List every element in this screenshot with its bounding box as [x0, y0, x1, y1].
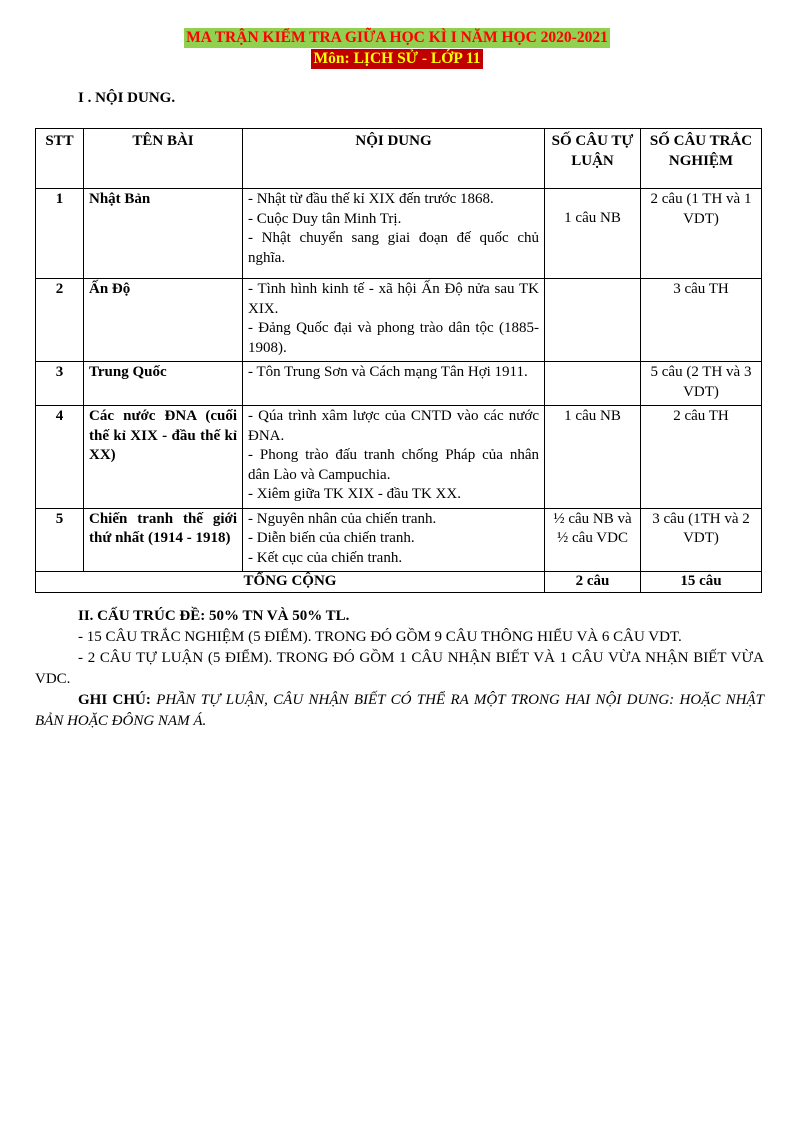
row-stt: 5	[36, 508, 84, 572]
row-mcq: 5 câu (2 TH và 3 VDT)	[641, 362, 762, 406]
structure-line-essay: - 2 CÂU TỰ LUẬN (5 ĐIỂM). TRONG ĐÓ GỒM 1 CÂU NHẬN BIẾT VÀ 1 CÂU VỪA NHẬN BIẾT VỪA VDC.	[35, 650, 764, 687]
row-mcq: 3 câu (1TH và 2 VDT)	[641, 508, 762, 572]
row-essay	[545, 362, 641, 406]
content-line: - Xiêm giữa TK XIX - đầu TK XX.	[248, 486, 461, 502]
row-mcq: 3 câu TH	[641, 279, 762, 362]
table-row	[36, 362, 762, 406]
row-content	[243, 362, 545, 406]
header-content: NỘI DUNG	[243, 129, 545, 189]
total-label: TỔNG CỘNG	[36, 572, 545, 593]
content-line: - Phong trào đấu tranh chống Pháp của nhân dân Lào và Campuchia.	[248, 447, 539, 483]
total-essay: 2 câu	[545, 572, 641, 593]
content-line: - Đảng Quốc đại và phong trào dân tộc (1885- 1908).	[248, 320, 539, 356]
table-total-row	[36, 572, 762, 593]
row-mcq: 2 câu TH	[641, 406, 762, 509]
section-1-heading: I . NỘI DUNG.	[78, 90, 176, 106]
row-content	[243, 189, 545, 279]
row-stt: 1	[36, 189, 84, 279]
row-content	[243, 279, 545, 362]
content-line: - Cuộc Duy tân Minh Trị.	[248, 210, 402, 227]
row-essay: 1 câu NB	[545, 406, 641, 509]
content-line: - Tôn Trung Sơn và Cách mạng Tân Hợi 1911.	[248, 364, 528, 380]
row-stt: 4	[36, 406, 84, 509]
header-stt: STT	[36, 129, 84, 189]
note-text: PHẦN TỰ LUẬN, CÂU NHẬN BIẾT CÓ THỂ RA MỘT TRONG HAI NỘI DUNG: HOẶC NHẬT BẢN HOẶC ĐÔNG NAM Á.	[35, 692, 765, 729]
row-essay: ½ câu NB và ½ câu VDC	[545, 508, 641, 572]
section-2	[35, 606, 764, 732]
row-name: Ấn Độ	[84, 279, 243, 362]
header-mcq: SỐ CÂU TRẮC NGHIỆM	[641, 129, 762, 189]
row-stt: 3	[36, 362, 84, 406]
row-mcq: 2 câu (1 TH và 1 VDT)	[641, 189, 762, 279]
content-line: - Tình hình kinh tế - xã hội Ấn Độ nửa sau TK XIX.	[248, 281, 539, 317]
table-row	[36, 406, 762, 509]
table-header-row	[36, 129, 762, 189]
row-name: Trung Quốc	[84, 362, 243, 406]
total-mcq: 15 câu	[641, 572, 762, 593]
header-name: TÊN BÀI	[84, 129, 243, 189]
row-content	[243, 406, 545, 509]
content-line: - Diễn biến của chiến tranh.	[248, 530, 415, 546]
row-essay	[545, 279, 641, 362]
table-row	[36, 279, 762, 362]
content-line: - Qúa trình xâm lược của CNTD vào các nước ĐNA.	[248, 408, 539, 444]
content-line: - Nhật từ đầu thế kỉ XIX đến trước 1868.	[248, 191, 494, 207]
page-title: MA TRẬN KIỂM TRA GIỮA HỌC KÌ I NĂM HỌC 2020-2021	[186, 29, 608, 46]
content-line: - Nguyên nhân của chiến tranh.	[248, 510, 437, 527]
structure-line-mcq: - 15 CÂU TRẮC NGHIỆM (5 ĐIỂM). TRONG ĐÓ GỒM 9 CÂU THÔNG HIỂU VÀ 6 CÂU VDT.	[78, 629, 682, 645]
note-paragraph	[35, 690, 764, 732]
content-line: - Kết cục của chiến tranh.	[248, 549, 403, 566]
matrix-table	[35, 128, 762, 593]
note-label: GHI CHÚ:	[78, 692, 151, 708]
row-stt: 2	[36, 279, 84, 362]
table-row	[36, 189, 762, 279]
header-essay: SỐ CÂU TỰ LUẬN	[545, 129, 641, 189]
page-subtitle: Môn: LỊCH SỬ - LỚP 11	[311, 49, 484, 69]
row-name: Chiến tranh thế giới thứ nhất (1914 - 1918)	[84, 508, 243, 572]
row-essay: 1 câu NB	[545, 189, 641, 279]
header	[0, 0, 794, 70]
section-2-heading: II. CẤU TRÚC ĐỀ: 50% TN VÀ 50% TL.	[78, 608, 350, 624]
content-line: - Nhật chuyển sang giai đoạn đế quốc chủ nghĩa.	[248, 230, 539, 266]
row-content	[243, 508, 545, 572]
table-row	[36, 508, 762, 572]
row-name: Các nước ĐNA (cuối thế kỉ XIX - đầu thế kỉ XX)	[84, 406, 243, 509]
row-name: Nhật Bản	[84, 189, 243, 279]
